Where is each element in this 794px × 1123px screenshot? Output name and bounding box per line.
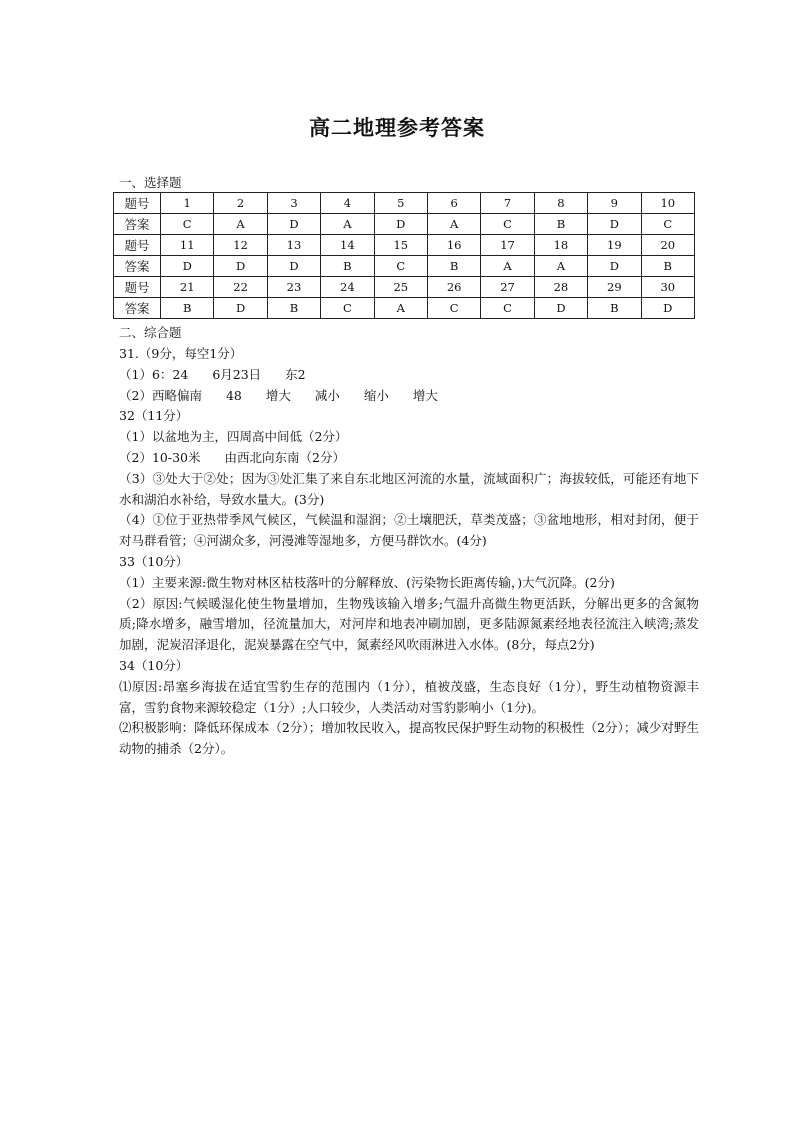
q31-part2-f: 增大 [412,387,438,403]
answer-cell: A [374,298,427,319]
page-title: 高二地理参考答案 [309,116,485,140]
question-number-cell: 21 [161,277,214,298]
q31-part1-a: （1）6：24 [119,366,189,382]
answer-cell: D [267,256,320,277]
answer-cell: B [321,256,374,277]
question-number-cell: 8 [534,193,587,214]
table-row [114,298,695,319]
answer-cell: D [588,256,641,277]
q32-part4: （4）①位于亚热带季风气候区，气候温和湿润；②土壤肥沃，草类茂盛；③盆地地形，相对封闭，便于对马群看管；④河湖众多，河漫滩等湿地多，方便马群饮水。(4分) [119,512,699,549]
answer-cell: C [481,298,534,319]
q31-part1-c: 东2 [285,366,306,382]
answer-table [113,192,695,319]
answer-cell: B [534,214,587,235]
table-row [114,256,695,277]
question-number-cell: 28 [534,277,587,298]
question-number-cell: 18 [534,235,587,256]
table-row [114,235,695,256]
answer-cell: D [374,214,427,235]
q33-part2: （2）原因:气候暖湿化使生物量增加，生物残该输入增多;气温升高微生物更活跃，分解出更多的含氮物质;降水增多，融雪增加，径流量加大，对河岸和地表冲刷加剧，更多陆源氮素经地表径流注入峡湾;蒸发加剧，泥炭沼泽退化，泥炭暴露在空气中，氮素经风吹雨淋进入水体。(8分，每点2分) [119,595,699,653]
answer-cell: D [588,214,641,235]
question-number-cell: 10 [641,193,694,214]
question-number-cell: 26 [427,277,480,298]
question-number-cell: 24 [321,277,374,298]
answer-cell: A [481,256,534,277]
answer-cell: D [214,298,267,319]
question-number-cell: 4 [321,193,374,214]
question-number-cell: 15 [374,235,427,256]
question-number-cell: 23 [267,277,320,298]
q34-part1: ⑴原因:昂塞乡海拔在适宜雪豹生存的范围内（1分），植被茂盛，生态良好（1分），野生动植物资源丰富，雪豹食物来源较稳定（1分）;人口较少，人类活动对雪豹影响小（1分)。 [119,678,699,715]
question-number-cell: 2 [214,193,267,214]
answer-cell: B [267,298,320,319]
row-label-question-number: 题号 [114,277,161,298]
q31-part1-b: 6月23日 [212,366,262,382]
q32-part2 [119,448,699,469]
question-number-cell: 30 [641,277,694,298]
row-label-question-number: 题号 [114,193,161,214]
q31-part2-d: 减小 [314,387,340,403]
question-number-cell: 14 [321,235,374,256]
row-label-question-number: 题号 [114,235,161,256]
answer-cell: C [374,256,427,277]
q31-part2-e: 缩小 [363,387,389,403]
question-number-cell: 19 [588,235,641,256]
q31-heading: 31.（9分，每空1分） [119,346,243,361]
question-number-cell: 12 [214,235,267,256]
question-number-cell: 17 [481,235,534,256]
row-label-answer: 答案 [114,256,161,277]
answer-cell: D [641,298,694,319]
row-label-answer: 答案 [114,298,161,319]
question-number-cell: 13 [267,235,320,256]
question-number-cell: 1 [161,193,214,214]
answer-cell: D [161,256,214,277]
question-number-cell: 25 [374,277,427,298]
q31-part2-a: （2）西略偏南 [119,387,202,403]
answer-cell: A [534,256,587,277]
q34-heading: 34（10分） [119,657,189,673]
section-comprehensive-heading: 二、综合题 [119,325,182,340]
q31-part2 [119,386,699,407]
answer-cell: B [588,298,641,319]
answer-cell: A [427,214,480,235]
section-multiple-choice-heading: 一、选择题 [119,175,182,190]
question-number-cell: 3 [267,193,320,214]
q32-part3: （3）③处大于②处；因为③处汇集了来自东北地区河流的水量，流域面积广；海拔较低，可能还有地下水和湖泊水补给，导致水量大。(3分) [119,470,699,507]
question-number-cell: 9 [588,193,641,214]
q32-part1: （1）以盆地为主，四周高中间低（2分） [119,429,348,445]
answer-cell: A [214,214,267,235]
answer-cell: D [534,298,587,319]
q31-part2-c: 增大 [265,387,291,403]
answer-cell: C [161,214,214,235]
comprehensive-answers [119,344,699,760]
row-label-answer: 答案 [114,214,161,235]
answer-cell: C [481,214,534,235]
question-number-cell: 16 [427,235,480,256]
answer-cell: C [321,298,374,319]
answer-cell: D [267,214,320,235]
answer-cell: B [641,256,694,277]
answer-cell: B [161,298,214,319]
answer-cell: C [641,214,694,235]
table-row [114,193,695,214]
question-number-cell: 5 [374,193,427,214]
answer-cell: C [427,298,480,319]
q32-part2-b: 由西北向东南（2分） [224,449,345,465]
question-number-cell: 20 [641,235,694,256]
q33-part1: （1）主要来源:微生物对林区枯枝落叶的分解释放、(污染物长距离传输，)大气沉降。(2分) [119,574,615,590]
question-number-cell: 11 [161,235,214,256]
q32-heading: 32（11分） [119,408,189,424]
question-number-cell: 22 [214,277,267,298]
question-number-cell: 6 [427,193,480,214]
answer-cell: B [427,256,480,277]
answer-cell: A [321,214,374,235]
q34-part2: ⑵积极影响：降低环保成本（2分）；增加牧民收入，提高牧民保护野生动物的积极性（2分）；减少对野生动物的捕杀（2分）。 [119,720,699,757]
answer-table-body [114,193,695,319]
q32-part2-a: （2）10-30米 [119,449,201,465]
table-row [114,214,695,235]
question-number-cell: 29 [588,277,641,298]
table-row [114,277,695,298]
q31-part2-b: 48 [225,387,242,403]
question-number-cell: 7 [481,193,534,214]
answer-cell: D [214,256,267,277]
q31-part1 [119,365,699,386]
q33-heading: 33（10分） [119,553,189,569]
question-number-cell: 27 [481,277,534,298]
